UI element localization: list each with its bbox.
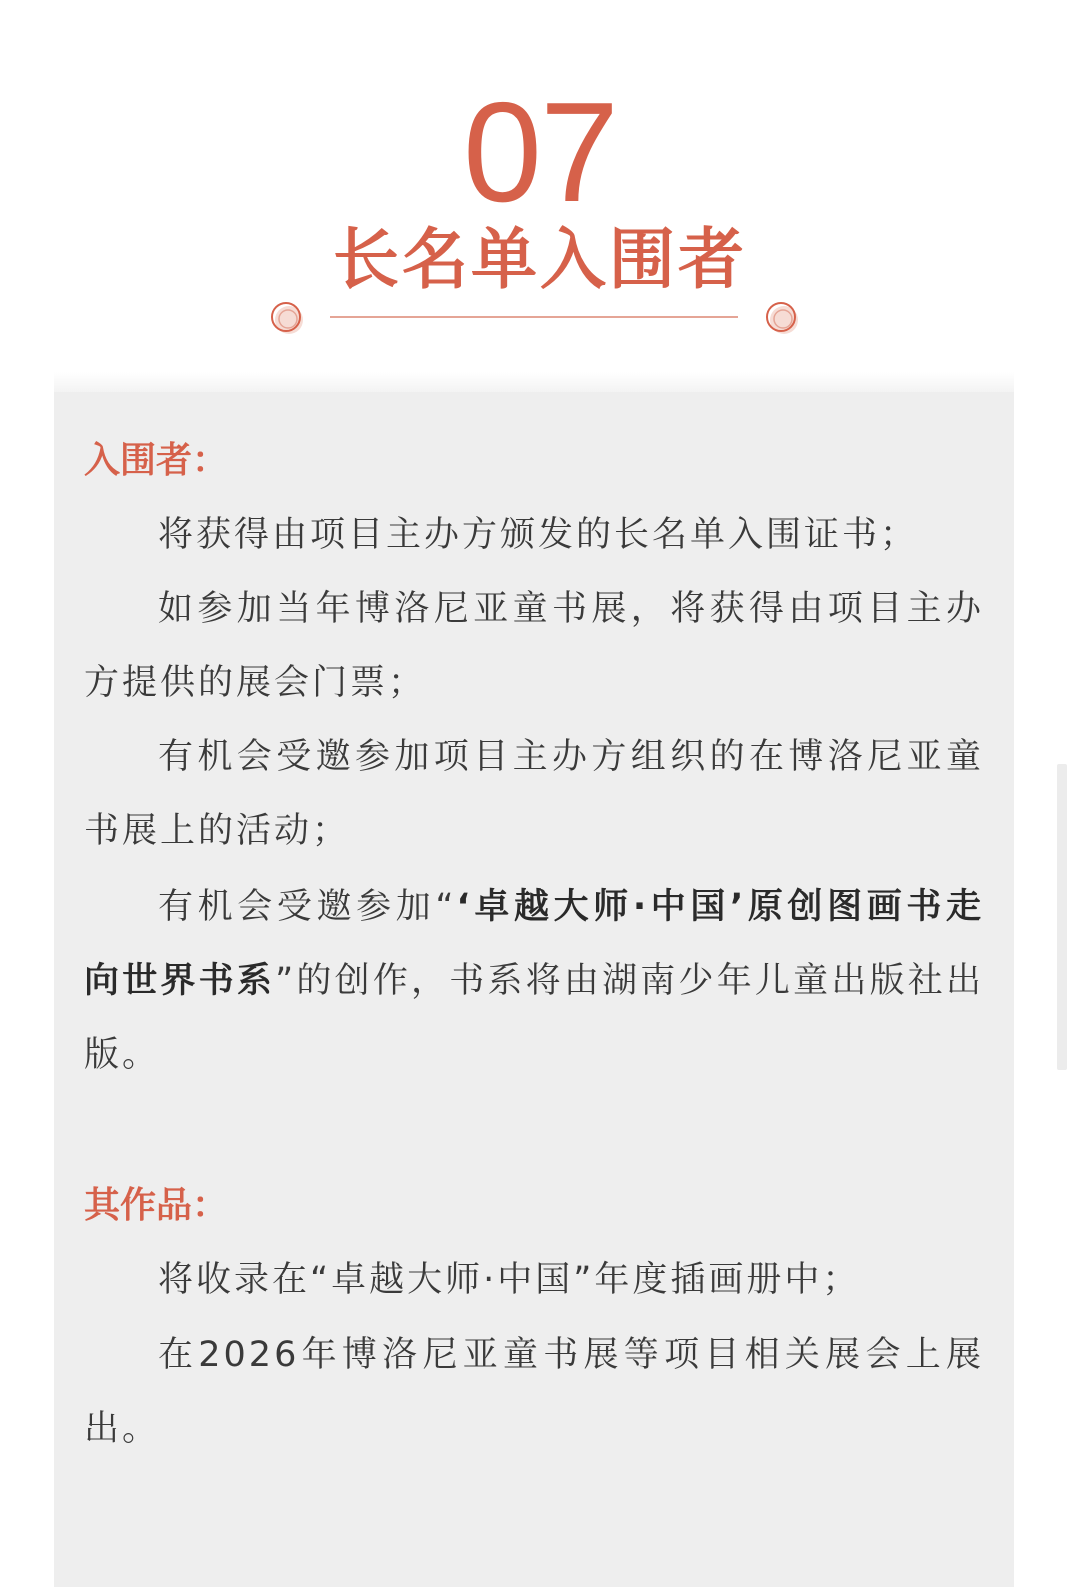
- circle-ornament-icon: [765, 301, 799, 335]
- works-heading: 其作品：: [84, 1185, 229, 1226]
- works-item: 在2026年博洛尼亚童书展等项目相关展会上展出。: [84, 1335, 984, 1449]
- circle-ornament-icon: [270, 301, 304, 335]
- scroll-indicator[interactable]: [1057, 764, 1067, 1070]
- item-text: 有机会受邀参加“: [158, 887, 457, 927]
- finalists-item: 有机会受邀参加项目主办方组织的在博洛尼亚童书展上的活动；: [84, 737, 984, 851]
- section-header: [0, 0, 1080, 390]
- finalists-item: 将获得由项目主办方颁发的长名单入围证书；: [158, 515, 919, 555]
- book-series-name: ‘卓越大师·中国’原创图画书走向世界书系: [84, 887, 985, 1001]
- section-title: 长名单入围者: [333, 221, 747, 298]
- works-item: 将收录在“卓越大师·中国”年度插画册中；: [158, 1260, 861, 1300]
- title-divider: [330, 316, 738, 318]
- section-number: 07: [463, 73, 617, 232]
- finalists-heading: 入围者：: [84, 440, 229, 481]
- item-text: ”的创作，书系将由湖南少年儿童出版社出版。: [84, 961, 984, 1075]
- finalists-item-book-series: [84, 870, 984, 1092]
- card-shadow: [54, 372, 1014, 394]
- finalists-item: 如参加当年博洛尼亚童书展，将获得由项目主办方提供的展会门票；: [84, 589, 984, 703]
